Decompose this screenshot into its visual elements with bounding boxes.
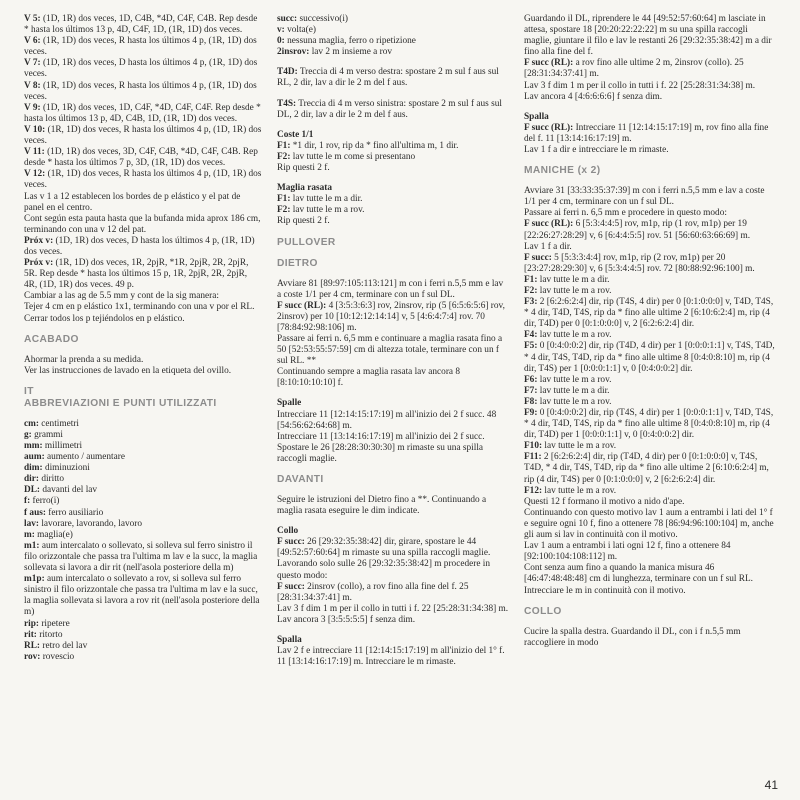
paragraph: Passare ai ferri n. 6,5 mm e continuare a maglia rasata fino a 50 [52:53:55:57:59] cm di altezza totale, terminare con un f sul RL. ** <box>277 333 503 367</box>
paragraph: Spostare le 26 [28:28:30:30:30] m rimaste su una spilla raccogli maglie. <box>277 442 484 464</box>
paragraph: Guardando il DL, riprendere le 44 [49:52:57:60:64] m lasciate in attesa, spostare 18 [20:20:22:22:22] m su una spilla raccogli maglie, giuntare il filo e lav le restanti 26 [29:32:35:38:42] m a dir fino alla fine del f. <box>524 14 772 58</box>
paragraph: Lav 2 f e intrecciare 11 [12:14:15:17:19] m all'inizio del 1° f. 11 [13:14:16:17:19] m. Intrecciare le m rimaste. <box>277 646 505 668</box>
row-line: F succ (RL): 4 [3:5:3:6:3] rov, 2insrov, rip (5 [6:5:6:5:6] rov, 2insrov) per 10 [10:12:12:14:14] v, 5 [4:6:4:7:4] rov. 70 [78:84:92:98:106] m. <box>277 300 505 333</box>
paragraph: Cucire la spalla destra. Guardando il DL, con i f n.5,5 mm raccogliere in modo <box>524 626 741 648</box>
paragraph: Cerrar todos los p tejiéndolos en p elástico. <box>24 313 185 324</box>
row-line: F2: lav tutte le m come si presentano <box>277 151 416 162</box>
row-line: V 5: (1D, 1R) dos veces, 1D, C4B, *4D, C4F, C4B. Rep desde * hasta los últimos 13 p, 4D, C4F, 1D, (1R, 1D) dos veces. <box>24 14 258 36</box>
paragraph: Lav ancora 3 [3:5:5:5:5] f senza dim. <box>277 614 416 625</box>
paragraph: Lav 3 f dim 1 m per il collo in tutti i f. 22 [25:28:31:34:38] m. <box>524 80 756 91</box>
row-line: Próx v: (1D, 1R) dos veces, D hasta los últimos 4 p, (1R, 1D) dos veces. <box>24 235 255 257</box>
section-heading-it: IT <box>24 385 34 397</box>
row-line: V 12: (1R, 1D) dos veces, R hasta los últimos 4 p, (1D, 1R) dos veces. <box>24 169 262 191</box>
abbreviation-item: m1: aum intercalato o sollevato, si solleva sul ferro sinistro il filo orizzontale che passa tra l'ultima m lav e la succ, la maglia sollevata si lavora a dir rit (nell'asola posteriore della m) <box>24 540 258 574</box>
section-heading-pullover: PULLOVER <box>277 236 336 248</box>
section-heading-maniche: MANICHE (x 2) <box>524 165 601 177</box>
page-number: 41 <box>764 778 778 792</box>
row-line: F1: *1 dir, 1 rov, rip da * fino all'ultima m, 1 dir. <box>277 140 459 151</box>
row-line: F10: lav tutte le m a rov. <box>524 441 617 452</box>
abbreviation-item: aum: aumento / aumentare <box>24 452 125 463</box>
subheading-maglia-rasata: Maglia rasata <box>277 183 332 194</box>
abbreviation-item: dir: diritto <box>24 474 65 485</box>
row-line: F succ: 26 [29:32:35:38:42] dir, girare, spostare le 44 [49:52:57:60:64] m rimaste su una spilla raccogli maglie. <box>277 537 491 559</box>
section-heading-abbreviations: ABBREVIAZIONI E PUNTI UTILIZZATI <box>24 397 217 409</box>
paragraph: Avviare 31 [33:33:35:37:39] m con i ferri n.5,5 mm e lav a coste 1/1 per 4 cm, terminare con un f sul DL. <box>524 186 765 208</box>
row-line: F2: lav tutte le m a rov. <box>524 285 612 296</box>
subheading-spalle: Spalle <box>277 398 302 409</box>
abbreviation-item: T4S: Treccia di 4 m verso sinistra: spostare 2 m sul f aus sul DL, 2 dir, lav a dir le 2 m del f aus. <box>277 98 502 120</box>
paragraph: Rip questi 2 f. <box>277 216 330 227</box>
abbreviation-list <box>24 419 262 663</box>
abbreviation-item: 2insrov: lav 2 m insieme a rov <box>277 47 392 58</box>
paragraph: Lav 3 f dim 1 m per il collo in tutti i f. 22 [25:28:31:34:38] m. <box>277 603 509 614</box>
row-line: F6: lav tutte le m a rov. <box>524 374 612 385</box>
abbreviation-item: f aus: ferro ausiliario <box>24 507 104 518</box>
subheading-spalla: Spalla <box>277 635 302 646</box>
paragraph: Seguire le istruzioni del Dietro fino a **. Continuando a maglia rasata eseguire le dim indicate. <box>277 495 487 517</box>
paragraph: Ahormar la prenda a su medida. <box>24 354 144 365</box>
row-line: V 7: (1D, 1R) dos veces, D hasta los últimos 4 p, (1R, 1D) dos veces. <box>24 58 258 80</box>
row-line: F5: 0 [0:4:0:0:2] dir, rip (T4D, 4 dir) per 1 [0:0:0:1:1] v, T4S, T4D, * 4 dir, T4S, T4D, rip da * fino alle ultime 8 [0:4:0:8:10] m, rip (4 dir, T4S) per 1 [0:0:0:1:1] v, 0 [0:4:0:0:2] dir. <box>524 341 775 374</box>
paragraph: Lav 1 aum a entrambi i lati ogni 12 f, fino a ottenere 84 [92:100:104:108:112] m. <box>524 541 731 563</box>
paragraph: Cont según esta pauta hasta que la bufanda mida aprox 186 cm, terminando con una v 12 del pat. <box>24 213 261 235</box>
row-line: F4: lav tutte le m a rov. <box>524 330 612 341</box>
abbreviation-item: 0: nessuna maglia, ferro o ripetizione <box>277 36 416 47</box>
row-line: F succ: 5 [5:3:3:4:4] rov, m1p, rip (2 rov, m1p) per 20 [23:27:28:29:30] v, 6 [5:3:4:4:5] rov. 72 [80:88:92:96:100] m. <box>524 252 755 274</box>
abbreviation-item: mm: millimetri <box>24 441 83 451</box>
row-line: F succ: 2insrov (collo), a rov fino alla fine del f. 25 [28:31:34:37:41] m. <box>277 581 469 603</box>
row-line: V 6: (1R, 1D) dos veces, R hasta los últimos 4 p, (1R, 1D) dos veces. <box>24 36 257 58</box>
row-line: F3: 2 [6:2:6:2:4] dir, rip (T4S, 4 dir) per 0 [0:1:0:0:0] v, T4D, T4S, * 4 dir, T4D, T4S, rip da * fino alle ultime 2 [6:10:6:2:4] m, rip (4 dir, T4D) per 0 [0:1:0:0:0] v, 2 [6:2:6:2:4] dir. <box>524 297 774 330</box>
row-line: F9: 0 [0:4:0:0:2] dir, rip (T4S, 4 dir) per 1 [0:0:0:1:1] v, T4D, T4S, * 4 dir, T4D, T4S, rip da * fino alle ultime 8 [0:4:0:8:10] m, rip (4 dir, T4D) per 1 [0:0:0:1:1] v, 0 [0:4:0:0:2] dir. <box>524 408 774 441</box>
row-line: Lav 1 f a dir. <box>524 241 572 252</box>
row-line: F1: lav tutte le m a dir. <box>524 274 610 285</box>
paragraph: Lav 1 f a dir e intrecciare le m rimaste. <box>524 145 669 156</box>
section-heading-acabado: ACABADO <box>24 333 79 345</box>
section-heading-collo: COLLO <box>524 605 562 617</box>
paragraph: Intrecciare 11 [13:14:16:17:19] m all'inizio dei 2 f succ. <box>277 431 485 442</box>
row-line: F1: lav tutte le m a dir. <box>277 194 363 205</box>
paragraph: Lav ancora 4 [4:6:6:6:6] f senza dim. <box>524 91 663 102</box>
abbreviation-item: rov: rovescio <box>24 651 75 662</box>
abbreviation-item: dim: diminuzioni <box>24 463 90 474</box>
paragraph: Las v 1 a 12 establecen los bordes de p elástico y el pat de panel en el centro. <box>24 191 241 213</box>
abbreviation-item: lav: lavorare, lavorando, lavoro <box>24 518 142 529</box>
row-line: F2: lav tutte le m a rov. <box>277 205 365 216</box>
paragraph: Passare ai ferri n. 6,5 mm e procedere in questo modo: <box>524 208 727 219</box>
paragraph: Continuando con questo motivo lav 1 aum a entrambi i lati del 1° f e seguire ogni 10 f, fino a ottenere 78 [86:94:96:100:104] m, anche gli aum si lav in continuità con il motivo. <box>524 507 774 541</box>
paragraph: Tejer 4 cm en p elástico 1x1, terminando con una v por el RL. <box>24 302 255 313</box>
subheading-collo: Collo <box>277 526 299 537</box>
abbreviation-item: RL: retro del lav <box>24 640 88 651</box>
row-line: V 11: (1D, 1R) dos veces, 3D, C4F, C4B, *4D, C4F, C4B. Rep desde * hasta los últimos 7 p, 3D, (1R, 1D) dos veces. <box>24 147 258 169</box>
abbreviation-item: rit: ritorto <box>24 629 63 640</box>
paragraph: Cont senza aum fino a quando la manica misura 46 [46:47:48:48:48] cm di lunghezza, terminare con un f sul RL. <box>524 563 754 585</box>
row-line: F8: lav tutte le m a rov. <box>524 396 612 407</box>
row-line: F11: 2 [6:2:6:2:4] dir, rip (T4D, 4 dir) per 0 [0:1:0:0:0] v, T4S, T4D, * 4 dir, T4S, T4D, rip da * fino alle ultime 2 [6:10:6:2:4] m, rip (4 dir, T4S) per 0 [0:1:0:0:0] v, 2 [6:2:6:2:4] dir. <box>524 452 769 485</box>
column-1 <box>24 14 262 663</box>
section-heading-dietro: DIETRO <box>277 257 318 269</box>
row-line: F succ (RL): Intrecciare 11 [12:14:15:17:19] m, rov fino alla fine del f. 11 [13:14:16:17:19] m. <box>524 122 769 144</box>
abbreviation-item: v: volta(e) <box>277 25 316 36</box>
sleeve-rows <box>524 219 776 496</box>
section-heading-davanti: DAVANTI <box>277 474 324 485</box>
paragraph: Intrecciare le m in continuità con il motivo. <box>524 585 686 596</box>
paragraph: Continuando sempre a maglia rasata lav ancora 8 [8:10:10:10:10] f. <box>277 367 461 389</box>
abbreviation-item: m: maglia(e) <box>24 529 73 540</box>
paragraph: Avviare 81 [89:97:105:113:121] m con i ferri n.5,5 mm e lav a coste 1/1 per 4 cm, terminare con un f sul DL. <box>277 278 504 300</box>
abbreviation-item: T4D: Treccia di 4 m verso destra: spostare 2 m sul f aus sul RL, 2 dir, lav a dir le 2 m del f aus. <box>277 67 499 89</box>
row-line: Próx v: (1R, 1D) dos veces, 1R, 2pjR, *1R, 2pjR, 2R, 2pjR, 5R. Rep desde * hasta los últimos 15 p, 1R, 2pjR, 2R, 2pjR, 4R, (1D, 1R) dos veces. 49 p. <box>24 258 249 291</box>
row-line: F succ (RL): a rov fino alle ultime 2 m, 2insrov (collo). 25 [28:31:34:37:41] m. <box>524 58 744 80</box>
abbreviation-item: cm: centimetri <box>24 418 79 429</box>
column-2 <box>277 14 509 668</box>
paragraph: Cambiar a las ag de 5.5 mm y cont de la sig manera: <box>24 291 219 302</box>
subheading-spalla: Spalla <box>524 111 549 122</box>
paragraph: Ver las instrucciones de lavado en la etiqueta del ovillo. <box>24 365 232 376</box>
spanish-rows <box>24 14 262 325</box>
row-line: V 9: (1D, 1R) dos veces, 1D, C4F, *4D, C4F, C4F. Rep desde * hasta los últimos 13 p, 4D, C4B, 1D, (1R, 1D) dos veces. <box>24 102 261 124</box>
row-line: V 10: (1R, 1D) dos veces, R hasta los últimos 4 p, (1D, 1R) dos veces. <box>24 124 262 147</box>
abbreviation-item: g: grammi <box>24 429 63 440</box>
abbreviation-item: m1p: aum intercalato o sollevato a rov, si solleva sul ferro sinistro il filo orizzontale che passa tra l'ultima m lav e la succ, la maglia sollevata si lavora a rov rit (nell'asola posteriore della m) <box>24 574 260 618</box>
paragraph: Questi 12 f formano il motivo a nido d'ape. <box>524 496 685 507</box>
row-line: F7: lav tutte le m a dir. <box>524 385 610 396</box>
abbreviation-item: rip: ripetere <box>24 618 70 629</box>
abbreviation-item: DL: davanti del lav <box>24 485 98 496</box>
abbreviation-item: f: ferro(i) <box>24 496 60 507</box>
abbreviation-item: succ: successivo(i) <box>277 14 349 24</box>
paragraph: Lavorando solo sulle 26 [29:32:35:38:42] m procedere in questo modo: <box>277 559 491 581</box>
row-line: F12: lav tutte le m a rov. <box>524 485 617 496</box>
column-3 <box>524 14 776 649</box>
row-line: F succ (RL): 6 [5:3:4:4:5] rov, m1p, rip (1 rov, m1p) per 19 [22:26:27:28:29] v, 6 [6:4:4:5:5] rov. 51 [56:60:63:66:69] m. <box>524 219 751 241</box>
paragraph: Rip questi 2 f. <box>277 163 330 174</box>
paragraph: Intrecciare 11 [12:14:15:17:19] m all'inizio dei 2 f succ. 48 [54:56:62:64:68] m. <box>277 409 497 431</box>
subheading-coste: Coste 1/1 <box>277 129 314 140</box>
row-line: V 8: (1R, 1D) dos veces, R hasta los últimos 4 p, (1R, 1D) dos veces. <box>24 80 257 102</box>
